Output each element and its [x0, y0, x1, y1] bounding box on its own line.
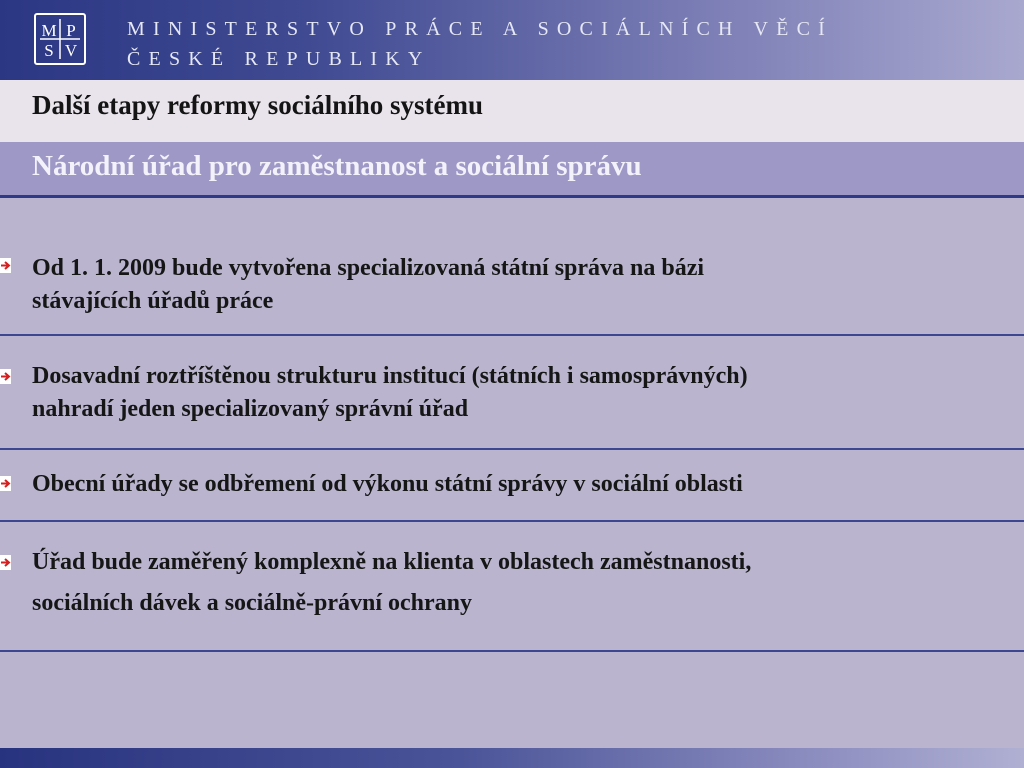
svg-text:P: P	[66, 21, 76, 40]
ministry-name-line2: ČESKÉ REPUBLIKY	[127, 48, 431, 70]
slide-title: Další etapy reformy sociálního systému	[32, 90, 483, 120]
bullet-item-2-line2: nahradí jeden specializovaný správní úřad	[32, 396, 469, 422]
divider-3	[0, 520, 1024, 522]
bullet-item-4-line1: Úřad bude zaměřený komplexně na klienta v oblastech zaměstnanosti,	[32, 549, 752, 575]
bullet-item-2-line1: Dosavadní roztříštěnou strukturu institucí (státních i samosprávných)	[32, 363, 748, 389]
bullet-item-1-line2: stávajících úřadů práce	[32, 288, 274, 314]
subtitle-underline	[0, 195, 1024, 198]
red-arrow-bullet-icon	[0, 476, 11, 491]
red-arrow-bullet-icon	[0, 258, 11, 273]
divider-1	[0, 334, 1024, 336]
divider-4	[0, 650, 1024, 652]
bullet-item-1-line1: Od 1. 1. 2009 bude vytvořena specializovaná státní správa na bázi	[32, 255, 705, 281]
bullet-item-4	[32, 549, 751, 617]
svg-text:M: M	[41, 21, 57, 40]
red-arrow-bullet-icon	[0, 555, 11, 570]
header-banner	[0, 0, 1024, 80]
ministry-name-line1: MINISTERSTVO PRÁCE A SOCIÁLNÍCH VĚCÍ	[127, 18, 833, 40]
divider-2	[0, 448, 1024, 450]
bullet-item-3	[32, 471, 743, 498]
footer-bar	[0, 748, 1024, 768]
svg-text:S: S	[44, 41, 54, 60]
red-arrow-bullet-icon	[0, 369, 11, 384]
bullet-item-3-line1: Obecní úřady se odbřemení od výkonu státní správy v sociální oblasti	[32, 471, 743, 497]
ministry-name	[127, 14, 833, 74]
slide-subtitle: Národní úřad pro zaměstnanost a sociální správu	[32, 150, 642, 182]
svg-text:V: V	[64, 41, 78, 60]
bullet-item-4-line2: sociálních dávek a sociálně-právní ochrany	[32, 590, 473, 616]
bullet-item-1	[32, 255, 704, 315]
mpsv-logo-icon	[34, 13, 86, 65]
bullet-item-2	[32, 363, 748, 423]
